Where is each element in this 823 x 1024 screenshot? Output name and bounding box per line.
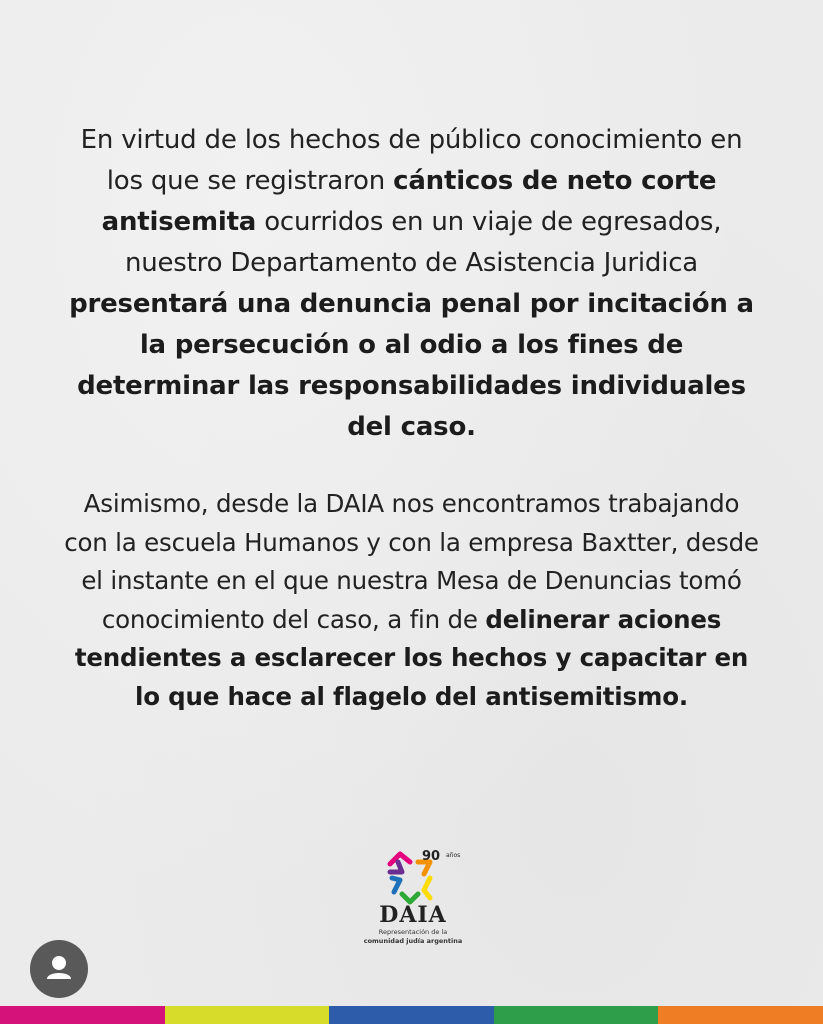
color-stripe-segment	[0, 1006, 165, 1024]
star-segment-left	[392, 878, 400, 892]
star-segment-bottom	[402, 894, 418, 902]
statement-paragraph-1	[60, 120, 763, 448]
bold-text-run: presentará una denuncia penal por incitación a la persecución o al odio a los fines de determinar las responsabilidades individuales del caso.	[69, 289, 754, 442]
logo-name: DAIA	[379, 902, 447, 928]
text-run: En virtud de los hechos de público conocimiento en los que se registraron	[80, 125, 743, 196]
color-stripe-segment	[494, 1006, 659, 1024]
bold-text-run: cánticos de neto corte antisemita	[101, 166, 717, 237]
star-segment-right	[424, 878, 430, 898]
text-run: ocurridos en un viaje de egresados, nuestro Departamento de Asistencia Juridica	[124, 207, 722, 278]
user-icon	[30, 940, 88, 998]
color-stripe-segment	[329, 1006, 494, 1024]
logo-anniversary-suffix: años	[446, 852, 461, 859]
profile-avatar-button[interactable]	[30, 940, 88, 998]
logo-anniversary: 90	[422, 849, 441, 864]
daia-logo	[360, 845, 466, 960]
color-stripe	[0, 1006, 823, 1024]
statement-paragraph-2	[60, 485, 763, 716]
text-run: Asimismo, desde la DAIA nos encontramos trabajando con la escuela Humanos y con la empresa Baxtter, desde el instante en el que nuestra Mesa de Denuncias tomó conocimiento del caso, a fin de	[64, 489, 759, 634]
logo-tagline-line1: Representación de la	[378, 928, 448, 936]
logo-tagline-line2: comunidad judía argentina	[363, 937, 463, 945]
color-stripe-segment	[658, 1006, 823, 1024]
color-stripe-segment	[165, 1006, 330, 1024]
bold-text-run: delinerar aciones tendientes a esclarecer los hechos y capacitar en lo que hace al flagelo del antisemitismo.	[74, 604, 749, 711]
